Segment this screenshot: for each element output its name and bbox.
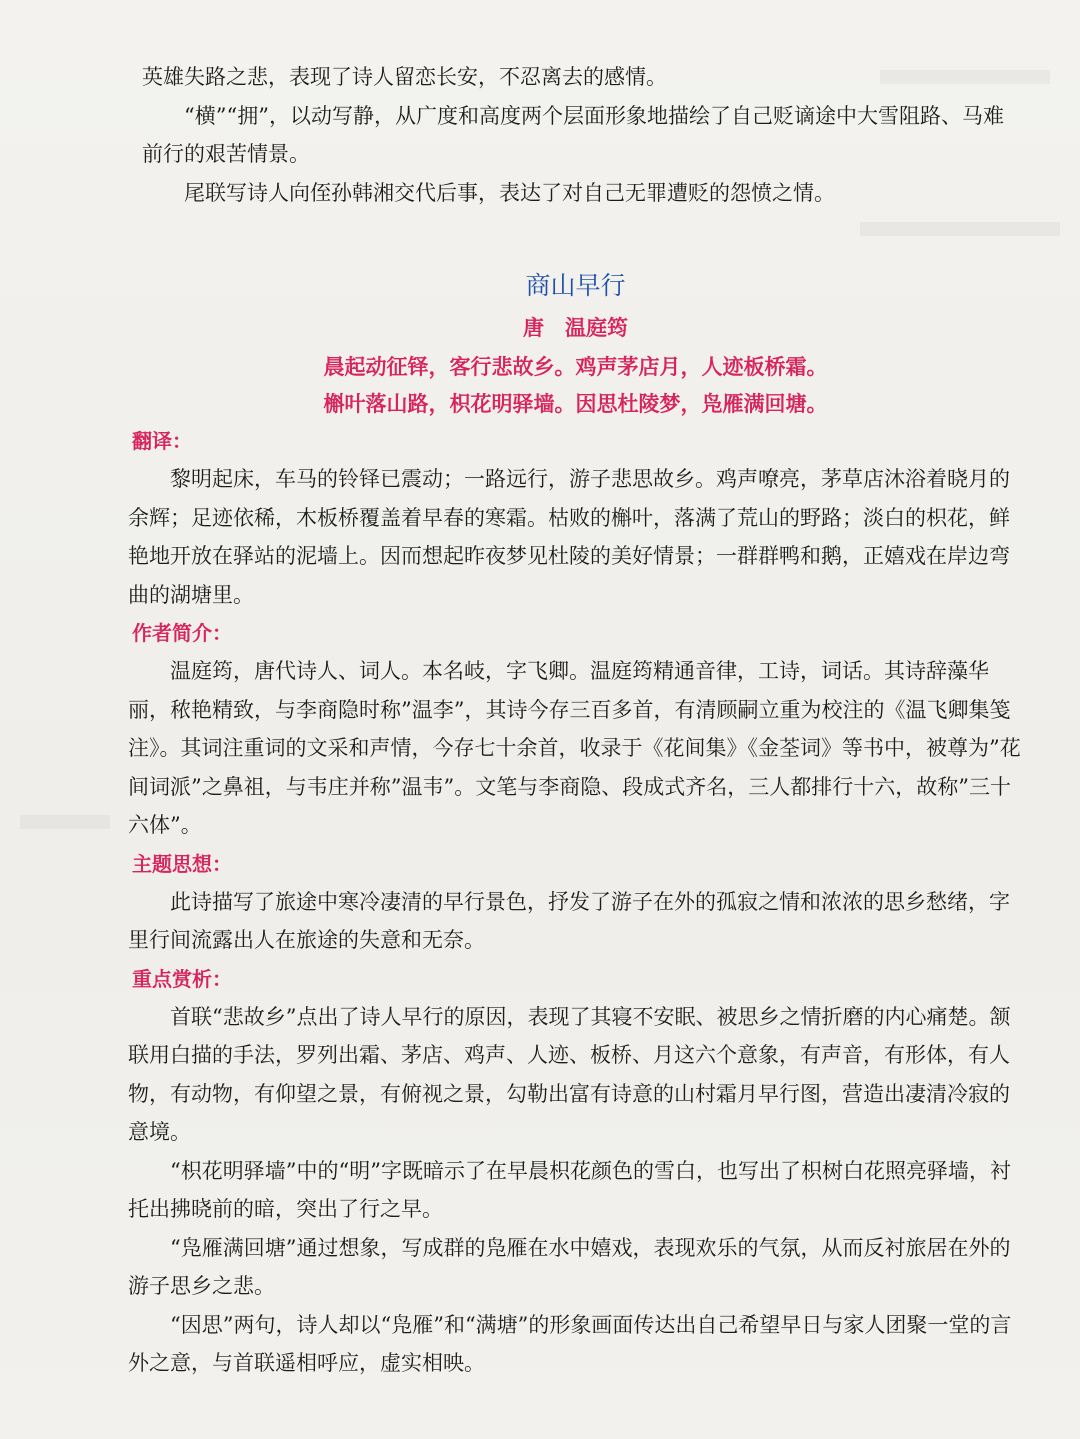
analysis-paragraph: “因思”两句，诗人却以“凫雁”和“满塘”的形象画面传达出自己希望早日与家人团聚一堂的言外之意，与首联遥相呼应，虚实相映。 bbox=[128, 1312, 1012, 1375]
document-body bbox=[128, 58, 1023, 1383]
poem-title: 商山早行 bbox=[525, 271, 626, 300]
poem-line: 晨起动征铎，客行悲故乡。鸡声茅店月，人迹板桥霜。 bbox=[323, 354, 828, 379]
section-heading-analysis: 重点赏析： bbox=[132, 966, 232, 991]
analysis-paragraph: “枳花明驿墙”中的“明”字既暗示了在早晨枳花颜色的雪白，也写出了枳树白花照亮驿墙，衬托出拂晓前的暗，突出了行之早。 bbox=[128, 1158, 1011, 1221]
author-intro-text: 温庭筠，唐代诗人、词人。本名岐，字飞卿。温庭筠精通音律，工诗，词话。其诗辞藻华丽，秾艳精致，与李商隐时称”温李”，其诗今存三百多首，有清顾嗣立重为校注的《温飞卿集笺注》。其词注重词的文采和声情，今存七十余首，收录于《花间集》《金荃词》等书中，被尊为”花间词派”之鼻祖，与韦庄并称”温韦”。文笔与李商隐、段成式齐名，三人都排行十六，故称”三十六体”。 bbox=[128, 659, 1021, 837]
translation-text: 黎明起床，车马的铃铎已震动；一路远行，游子悲思故乡。鸡声嘹亮，茅草店沐浴着晓月的余辉；足迹依稀，木板桥覆盖着早春的寒霜。枯败的槲叶，落满了荒山的野路；淡白的枳花，鲜艳地开放在驿站的泥墙上。因而想起昨夜梦见杜陵的美好情景；一群群鸭和鹅，正嬉戏在岸边弯曲的湖塘里。 bbox=[128, 467, 1010, 607]
section-heading-theme: 主题思想： bbox=[132, 851, 232, 876]
analysis-paragraph: “凫雁满回塘”通过想象，写成群的凫雁在水中嬉戏，表现欢乐的气氛，从而反衬旅居在外的游子思乡之悲。 bbox=[128, 1235, 1011, 1298]
poem-author: 唐 温庭筠 bbox=[523, 315, 628, 340]
theme-text: 此诗描写了旅途中寒冷凄清的早行景色，抒发了游子在外的孤寂之情和浓浓的思乡愁绪，字里行间流露出人在旅途的失意和无奈。 bbox=[128, 889, 1010, 952]
bleed-through-shadow bbox=[20, 815, 110, 829]
section-heading-author-intro: 作者简介： bbox=[132, 621, 232, 645]
paragraph: 英雄失路之悲，表现了诗人留恋长安，不忍离去的感情。 bbox=[142, 65, 667, 89]
paragraph: 尾联写诗人向侄孙韩湘交代后事，表达了对自己无罪遭贬的怨愤之情。 bbox=[184, 180, 835, 205]
poem-line: 槲叶落山路，枳花明驿墙。因思杜陵梦，凫雁满回塘。 bbox=[323, 391, 828, 416]
analysis-paragraph: 首联“悲故乡”点出了诗人早行的原因，表现了其寝不安眠、被思乡之情折磨的内心痛楚。颔联用白描的手法，罗列出霜、茅店、鸡声、人迹、板桥、月这六个意象，有声音，有形体，有人物，有动物，有仰望之景，有俯视之景，勾勒出富有诗意的山村霜月早行图，营造出凄清冷寂的意境。 bbox=[128, 1004, 1011, 1144]
paragraph: “横”“拥”，以动写静，从广度和高度两个层面形象地描绘了自己贬谪途中大雪阻路、马难前行的艰苦情景。 bbox=[142, 103, 1004, 166]
section-heading-translation: 翻译： bbox=[132, 429, 192, 453]
